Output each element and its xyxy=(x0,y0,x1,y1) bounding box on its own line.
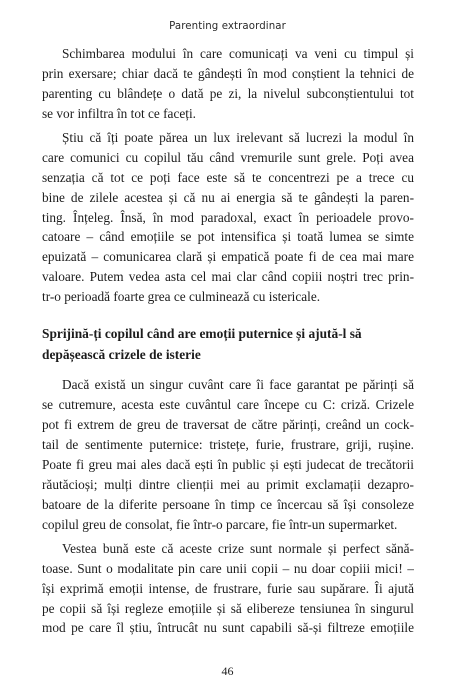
text-line: batoare de la diferite persoane în timp ce încercau să își consoleze xyxy=(42,496,414,512)
section-heading-line: depășească crizele de isterie xyxy=(42,346,201,362)
text-line: copilul greu de consolat, fie într-o parcare, fie într-un supermarket. xyxy=(42,516,398,532)
text-line: tr-o perioadă foarte grea ce culminează cu istericale. xyxy=(42,289,321,305)
text-line: pe copii să își regleze emoțiile și să elibereze tensiunea în singurul xyxy=(42,600,414,616)
page-number: 46 xyxy=(221,664,234,678)
paragraph xyxy=(42,375,414,535)
text-line: mod pe care îl știu, întrucât nu sunt capabili să-și filtreze emoțiile xyxy=(42,620,414,636)
section-heading xyxy=(42,324,414,365)
text-line: senzația că tot ce poți face este să te concentrezi pe a trece cu xyxy=(42,169,414,185)
section-heading-line: Sprijină-ți copilul când are emoții puternice și ajută-l să xyxy=(42,326,362,342)
text-line: tail de sentimente puternice: tristețe, furie, frustrare, griji, rușine. xyxy=(42,437,414,452)
running-head: Parenting extraordinar xyxy=(169,21,286,32)
text-line: răutăcioși; mulți dintre clienții mei au primit exclamații dezapro- xyxy=(42,476,414,492)
text-line: ting. Înțeleg. Însă, în mod paradoxal, exact în perioadele provo- xyxy=(42,209,414,225)
text-line: se vor infiltra în tot ce faceți. xyxy=(42,105,196,121)
text-line: prin exersare; chiar dacă te gândești în mod conștient la tehnici de xyxy=(42,65,414,81)
text-line: bine de zilele acestea și că nu ai energia să te gândești la paren- xyxy=(42,189,414,205)
text-line: pot fi extrem de greu de traversat de către părinți, creând un cock- xyxy=(42,417,414,433)
text-line: catoare – când emoțiile se pot intensifica și toată lumea se simte xyxy=(42,229,414,245)
text-line: care comunici cu copilul tău când vremurile sunt grele. Poți avea xyxy=(42,149,414,165)
text-line: Poate fi greu mai ales dacă ești în public și ești judecat de trecătorii xyxy=(42,456,414,472)
text-line: Dacă există un singur cuvânt care îi face garantat pe părinți să xyxy=(62,377,414,393)
paragraph xyxy=(42,539,414,639)
text-line: parenting cu blândețe o dată pe zi, la nivelul subconștientului tot xyxy=(42,85,414,101)
text-line: valoare. Putem vedea asta cel mai clar când copiii noștri trec prin- xyxy=(42,269,414,285)
paragraph xyxy=(42,44,414,124)
text-line: Știu că îți poate părea un lux irelevant să lucrezi la modul în xyxy=(62,129,414,145)
text-line: își exprimă emoții intense, de frustrare, furie sau supărare. Îi ajută xyxy=(42,580,414,596)
text-line: toase. Sunt o modalitate pin care unii copii – nu doar copiii mici! – xyxy=(42,560,414,576)
body-text xyxy=(42,44,414,638)
paragraph xyxy=(42,128,414,307)
text-line: Schimbarea modului în care comunicați va veni cu timpul și xyxy=(62,46,414,61)
text-line: epuizată – comunicarea clară și empatică poate fi de cea mai mare xyxy=(42,249,414,265)
text-line: se cutremure, acesta este cuvântul care începe cu C: criză. Crizele xyxy=(42,397,414,413)
text-line: Vestea bună este că aceste crize sunt normale și perfect sănă- xyxy=(62,540,414,556)
